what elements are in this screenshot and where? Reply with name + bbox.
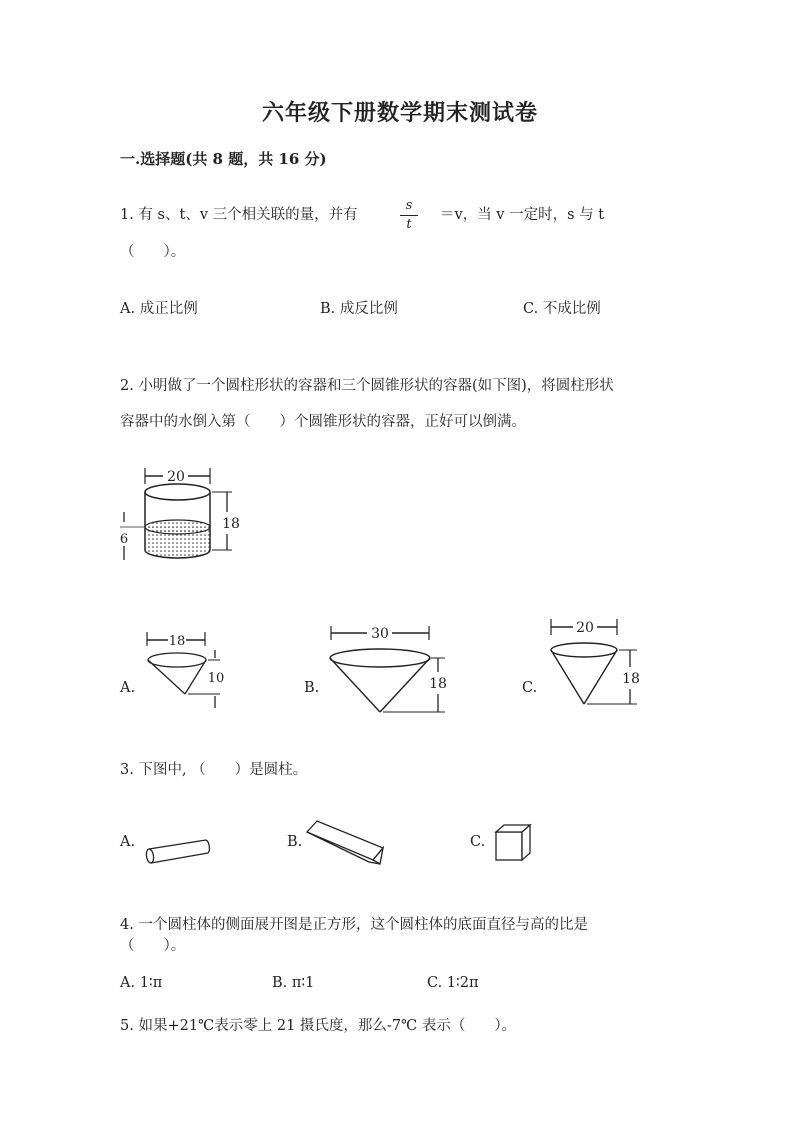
q1-text-before: 1. 有 s、t、v 三个相关联的量，并有 <box>120 207 358 223</box>
q2-text-line2: 容器中的水倒入第（ ）个圆锥形状的容器，正好可以倒满。 <box>120 414 526 430</box>
cone-c-diameter-label: 20 <box>576 620 594 636</box>
cylinder-diameter-label: 20 <box>167 469 185 485</box>
cylinder-height-label: 18 <box>222 516 240 532</box>
q1-fraction-denominator: t <box>406 217 412 232</box>
q2-text-line1: 2. 小明做了一个圆柱形状的容器和三个圆锥形状的容器(如下图)，将圆柱形状 <box>120 378 614 394</box>
cone-b-label: B. <box>304 680 320 696</box>
q4-text: 4. 一个圆柱体的侧面展开图是正方形，这个圆柱体的底面直径与高的比是 <box>120 917 588 933</box>
cone-c-figure <box>545 615 645 715</box>
q4-blank: （ ）。 <box>120 938 186 954</box>
q3-option-c-cube <box>494 823 534 863</box>
q1-option-b: B. 成反比例 <box>320 301 398 317</box>
q1-blank: （ ）。 <box>120 244 186 260</box>
q1-fraction <box>398 198 420 233</box>
q5-text: 5. 如果+21℃表示零上 21 摄氏度，那么-7℃ 表示（ ）。 <box>120 1018 517 1034</box>
q4-option-a: A. 1∶π <box>120 975 163 991</box>
q4-option-c: C. 1∶2π <box>427 975 479 991</box>
q4-option-b: B. π∶1 <box>272 975 315 991</box>
q3-option-a: A. <box>120 834 136 850</box>
cone-c-label: C. <box>522 680 538 696</box>
cone-b-diameter-label: 30 <box>371 626 389 642</box>
cone-a-figure <box>140 630 240 715</box>
q1-text-after: ＝v，当 v 一定时，s 与 t <box>440 207 605 223</box>
page-title: 六年级下册数学期末测试卷 <box>261 100 538 126</box>
cylinder-water-label: 6 <box>119 532 129 547</box>
q3-option-c: C. <box>470 834 486 850</box>
q3-option-b: B. <box>287 834 303 850</box>
cone-a-diameter-label: 18 <box>168 634 186 649</box>
cone-c-height-label: 18 <box>622 671 640 687</box>
cone-b-height-label: 18 <box>429 676 447 692</box>
q3-option-b-prism <box>303 818 388 868</box>
q3-text: 3. 下图中, （ ）是圆柱。 <box>120 762 308 778</box>
q1-option-a: A. 成正比例 <box>120 301 198 317</box>
q1-fraction-numerator: s <box>405 198 413 213</box>
cylinder-figure <box>120 462 250 572</box>
cone-a-label: A. <box>120 680 136 696</box>
q3-option-a-cylinder-rod <box>140 838 215 868</box>
cone-a-height-label: 10 <box>207 671 225 686</box>
cone-b-figure <box>325 622 450 722</box>
section-heading: 一.选择题(共 8 题，共 16 分) <box>120 150 327 168</box>
q1-option-c: C. 不成比例 <box>523 301 601 317</box>
